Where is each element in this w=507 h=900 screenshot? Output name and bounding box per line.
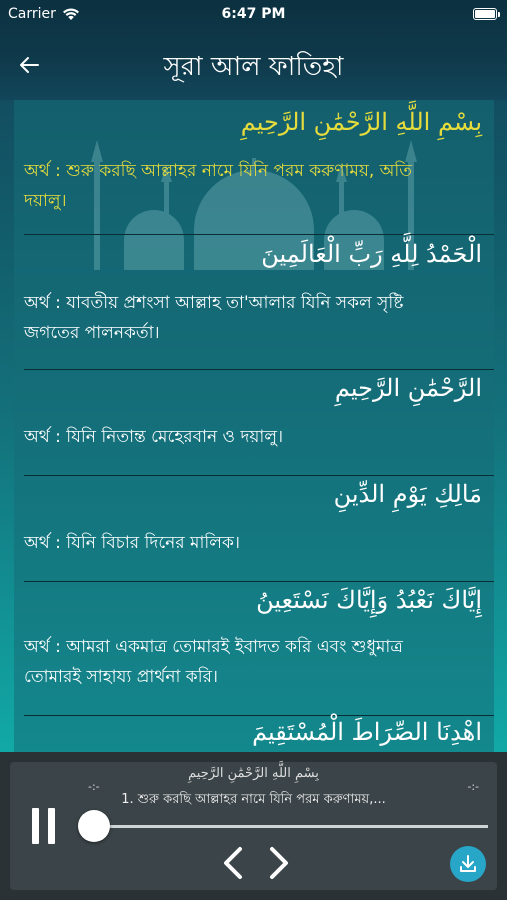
status-bar	[0, 0, 507, 28]
verse-meaning: অর্থ : যিনি বিচার দিনের মালিক।	[24, 533, 240, 553]
chevron-left-icon	[218, 846, 248, 880]
verse-item[interactable]	[14, 476, 494, 582]
verse-arabic: بِسْمِ اللَّهِ الرَّحْمَٰنِ الرَّحِيمِ	[240, 108, 482, 136]
time-elapsed: -:-	[88, 780, 100, 793]
verse-arabic: الرَّحْمَٰنِ الرَّحِيمِ	[334, 374, 482, 402]
verse-meaning: অর্থ : শুরু করছি আল্লাহর নামে যিনি পরম করুণাময়, অতি দয়ালু।	[24, 161, 413, 211]
time-remaining: -:-	[467, 780, 479, 793]
now-playing-arabic: بِسْمِ اللَّهِ الرَّحْمَٰنِ الرَّحِيمِ	[188, 766, 319, 781]
battery-icon	[473, 8, 497, 20]
now-playing-meaning: 1. শুরু করছি আল্লাহর নামে যিনি পরম করুণাময়,...	[121, 792, 386, 807]
verse-meaning: অর্থ : আমরা একমাত্র তোমারই ইবাদত করি এবং শুধুমাত্র তোমারই সাহায্য প্রার্থনা করি।	[24, 637, 403, 687]
verse-meaning: অর্থ : যাবতীয় প্রশংসা আল্লাহ তা'আলার যিনি সকল সৃষ্টি জগতের পালনকর্তা।	[24, 293, 404, 343]
progress-slider[interactable]	[94, 825, 488, 828]
verse-arabic: الْحَمْدُ لِلَّهِ رَبِّ الْعَالَمِينَ	[261, 240, 482, 268]
verse-meaning: অর্থ : যিনি নিতান্ত মেহেরবান ও দয়ালু।	[24, 427, 284, 447]
page-title: সূরা আল ফাতিহা	[163, 52, 344, 82]
verse-divider	[24, 234, 494, 235]
status-time: 6:47 PM	[221, 6, 286, 22]
verse-item[interactable]	[14, 716, 494, 752]
chevron-right-icon	[264, 846, 294, 880]
download-icon	[457, 853, 479, 875]
verse-item[interactable]	[14, 370, 494, 476]
pause-button[interactable]	[30, 808, 60, 848]
verse-arabic: مَالِكِ يَوْمِ الدِّينِ	[333, 480, 482, 508]
verse-item[interactable]	[14, 582, 494, 716]
verse-list[interactable]	[0, 100, 507, 752]
progress-slider-thumb[interactable]	[78, 810, 110, 842]
verse-item[interactable]	[14, 236, 494, 370]
previous-verse-button[interactable]	[218, 846, 248, 880]
app-header	[0, 0, 507, 100]
next-verse-button[interactable]	[264, 846, 294, 880]
audio-player	[0, 752, 507, 900]
verse-arabic: إِيَّاكَ نَعْبُدُ وَإِيَّاكَ نَسْتَعِينُ	[256, 586, 482, 614]
verse-arabic: اهْدِنَا الصِّرَاطَ الْمُسْتَقِيمَ	[252, 718, 482, 746]
player-panel	[10, 762, 497, 890]
verse-item[interactable]	[14, 100, 494, 236]
carrier-label: Carrier	[8, 6, 56, 22]
download-button[interactable]	[450, 846, 486, 882]
verse-panel	[14, 100, 494, 752]
